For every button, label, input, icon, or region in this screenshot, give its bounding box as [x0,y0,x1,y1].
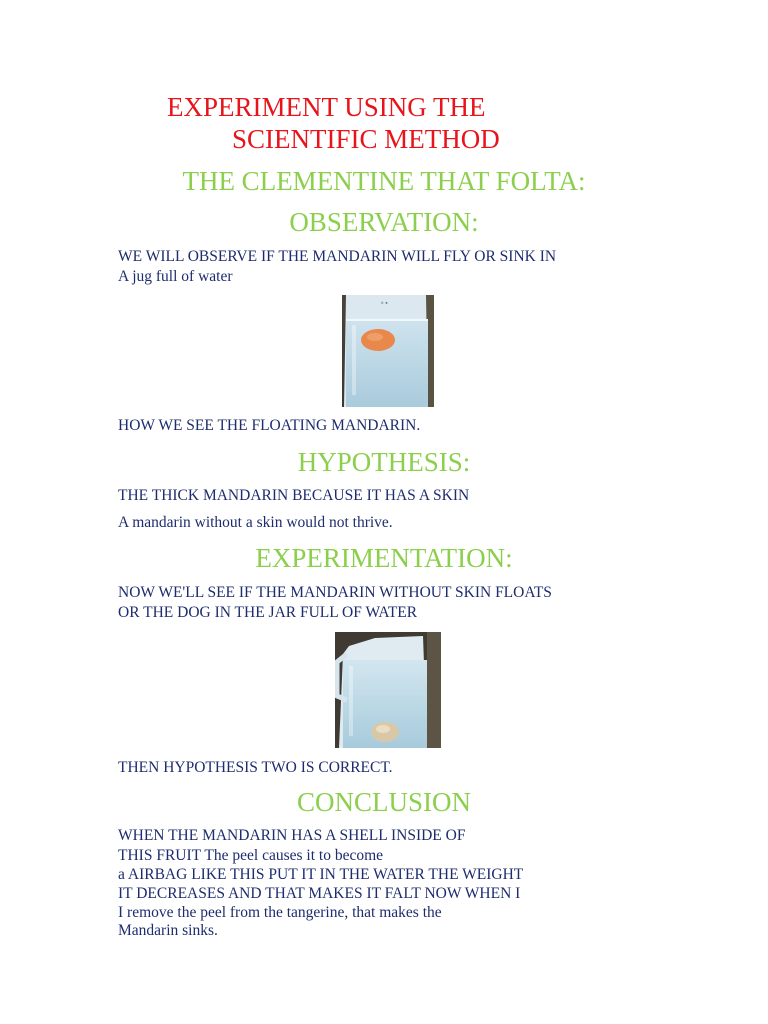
document-subtitle: THE CLEMENTINE THAT FOLTA: [182,166,586,196]
experimentation-line-2: OR THE DOG IN THE JAR FULL OF WATER [118,604,418,621]
hypothesis-line-1: THE THICK MANDARIN BECAUSE IT HAS A SKIN [118,487,470,504]
sinking-mandarin-photo [335,632,441,748]
conclusion-line-5: I remove the peel from the tangerine, that makes the [118,904,442,921]
svg-text:∘∙: ∘∙ [380,299,389,307]
floating-mandarin-photo [342,295,434,407]
observation-line-1: WE WILL OBSERVE IF THE MANDARIN WILL FLY OR SINK IN [118,248,557,265]
experimentation-line-1: NOW WE'LL SEE IF THE MANDARIN WITHOUT SKIN FLOATS [118,584,552,601]
document-title-line-1: EXPERIMENT USING THE [167,92,486,122]
observation-caption: HOW WE SEE THE FLOATING MANDARIN. [118,417,421,434]
document-title-line-2: SCIENTIFIC METHOD [232,124,500,154]
conclusion-line-2: THIS FRUIT The peel causes it to become [118,847,384,864]
observation-line-2: A jug full of water [118,268,233,285]
conclusion-line-6: Mandarin sinks. [118,922,218,939]
observation-heading: OBSERVATION: [289,207,479,237]
conclusion-line-3: a AIRBAG LIKE THIS PUT IT IN THE WATER THE WEIGHT [118,866,524,883]
conclusion-heading: CONCLUSION [296,787,471,817]
hypothesis-line-2: A mandarin without a skin would not thrive. [118,514,393,531]
conclusion-line-4: IT DECREASES AND THAT MAKES IT FALT NOW WHEN I [118,885,521,902]
experimentation-heading: EXPERIMENTATION: [255,543,513,573]
experimentation-caption: THEN HYPOTHESIS TWO IS CORRECT. [118,759,393,776]
hypothesis-heading: HYPOTHESIS: [297,447,471,477]
conclusion-line-1: WHEN THE MANDARIN HAS A SHELL INSIDE OF [118,827,466,844]
